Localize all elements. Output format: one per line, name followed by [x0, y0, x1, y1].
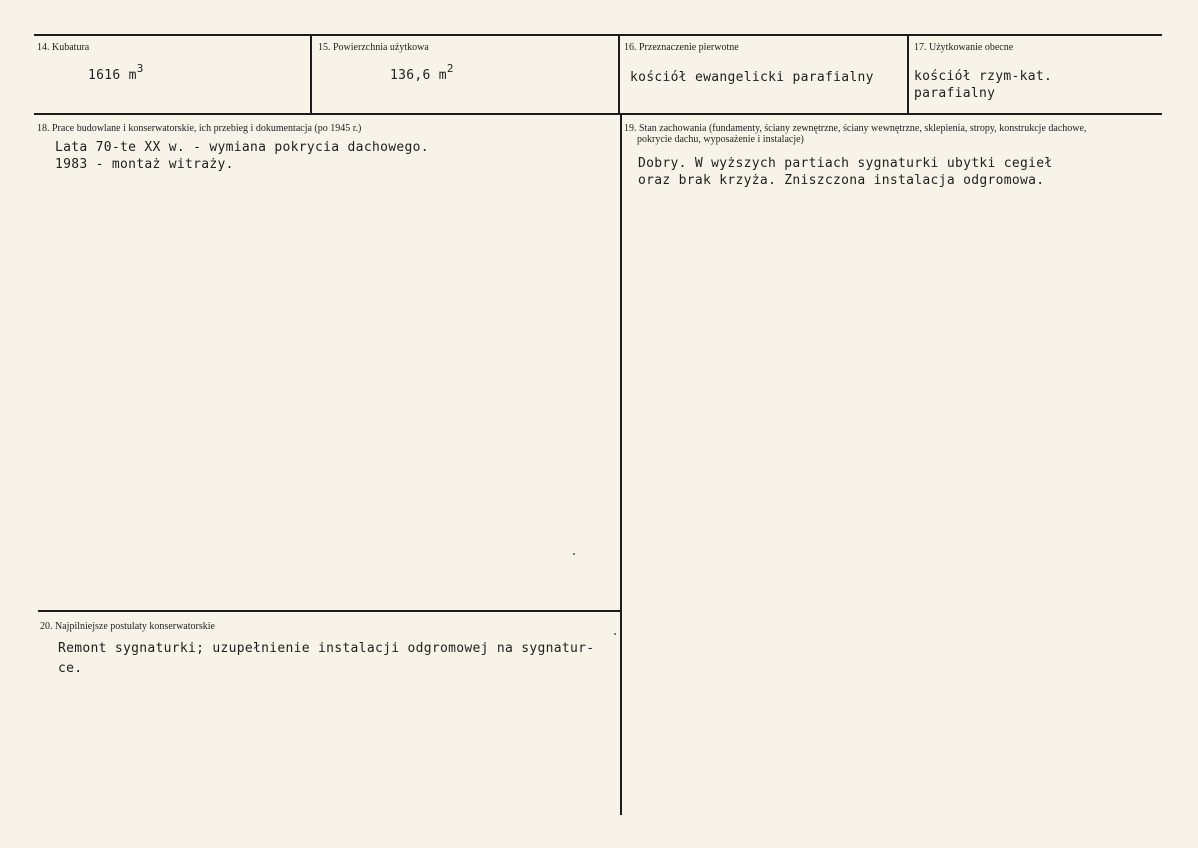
field-17-value-line2: parafialny: [914, 86, 996, 101]
main-vertical-divider: [620, 113, 622, 815]
field-14-number: 1616 m: [88, 68, 137, 83]
field-18-line1: Lata 70-te XX w. - wymiana pokrycia dachowego.: [55, 140, 429, 155]
field-17-value-line1: kościół rzym-kat.: [914, 69, 1053, 84]
field-19-line2: oraz brak krzyża. Zniszczona instalacja odgromowa.: [638, 173, 1045, 188]
field-19-label-line2: pokrycie dachu, wyposażenie i instalacje): [637, 134, 804, 145]
col-divider-3: [907, 34, 909, 115]
field-18-label: 18. Prace budowlane i konserwatorskie, ich przebieg i dokumentacja (po 1945 r.): [37, 123, 362, 134]
field-15-unit-exponent: 2: [446, 62, 454, 75]
section20-top-rule: [38, 610, 622, 612]
top-rule: [34, 34, 1162, 36]
field-14-label: 14. Kubatura: [37, 42, 90, 53]
field-14-unit-exponent: 3: [136, 62, 144, 75]
field-16-value: kościół ewangelicki parafialny: [630, 70, 874, 85]
field-15-value: [390, 62, 454, 84]
col-divider-2: [618, 34, 620, 115]
col-divider-1: [310, 34, 312, 115]
field-15-number: 136,6 m: [390, 68, 447, 83]
field-19-line1: Dobry. W wyższych partiach sygnaturki ubytki cegieł: [638, 156, 1053, 171]
field-15-label: 15. Powierzchnia użytkowa: [318, 42, 429, 53]
field-17-label: 17. Użytkowanie obecne: [914, 42, 1014, 53]
field-19-label-line1: 19. Stan zachowania (fundamenty, ściany zewnętrzne, ściany wewnętrzne, sklepienia, stropy, konstrukcje dachowe,: [624, 123, 1087, 134]
field-14-value: [88, 62, 144, 84]
row1-bottom-rule: [34, 113, 1162, 115]
field-20-label: 20. Najpilniejsze postulaty konserwatorskie: [40, 621, 215, 632]
field-20-line1: Remont sygnaturki; uzupełnienie instalacji odgromowej na sygnatur-: [58, 641, 595, 656]
paper-speck: [614, 633, 616, 635]
field-18-line2: 1983 - montaż witraży.: [55, 157, 234, 172]
field-16-label: 16. Przeznaczenie pierwotne: [624, 42, 739, 53]
field-20-line2: ce.: [58, 661, 83, 676]
paper-speck: [573, 553, 575, 555]
